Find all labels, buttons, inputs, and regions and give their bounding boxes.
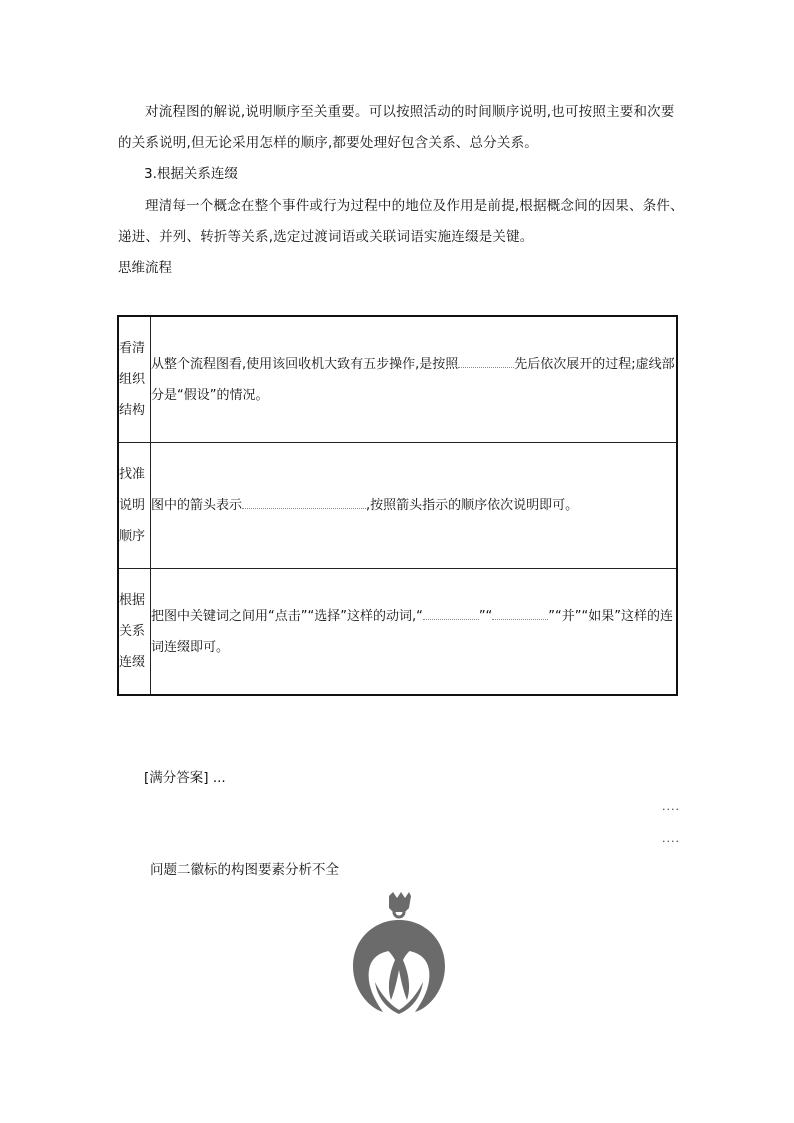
answer-dots-line: .... <box>662 832 680 845</box>
intro-paragraph-2: 理清每一个概念在整个事件或行为过程中的地位及作用是前提,根据概念间的因果、条件、递进、并列、转折等关系,选定过渡词语或关联词语实施连缀是关键。 <box>118 198 684 245</box>
row-text: 图中的箭头表示 <box>151 498 243 513</box>
row-head-structure: 看清组织结构 <box>118 316 151 443</box>
row-text: ”“并”“如果”这样的连词连缀即可。 <box>151 608 673 655</box>
row-head-connect: 根据关系连缀 <box>118 569 151 696</box>
answer-blank[interactable] <box>242 494 366 509</box>
row-head-order: 找准说明顺序 <box>118 443 151 569</box>
answer-blank[interactable] <box>423 605 479 620</box>
row-text: 把图中关键词之间用“点击”“选择”这样的动词,“ <box>151 608 423 624</box>
row-text: 从整个流程图看,使用该回收机大致有五步操作,是按照 <box>151 356 459 372</box>
row-body-order <box>151 443 678 569</box>
flow-label: 思维流程 <box>118 260 172 276</box>
answer-blank[interactable] <box>492 605 548 620</box>
row-body-structure <box>151 316 678 443</box>
answer-label: [满分答案] <box>144 770 209 786</box>
table-row <box>118 569 677 696</box>
answer-blank[interactable] <box>458 353 514 368</box>
row-text: 先后依次展开的过程;虚线部分是“假设”的情况。 <box>151 356 675 403</box>
emblem-shape <box>353 892 445 1014</box>
intro-paragraph-1: 对流程图的解说,说明顺序至关重要。可以按照活动的时间顺序说明,也可按照主要和次要的关系说明,但无论采用怎样的顺序,都要处理好包含关系、总分关系。 <box>118 104 675 151</box>
answer-dots-line: .... <box>662 800 680 813</box>
answer-dots: ... <box>212 770 226 786</box>
table-row <box>118 316 677 443</box>
thinking-flow-table <box>117 315 678 696</box>
row-text: ,按照箭头指示的顺序依次说明即可。 <box>366 498 579 513</box>
emblem-logo <box>345 890 453 1018</box>
section-heading-3: 3.根据关系连缀 <box>144 166 238 182</box>
table-row <box>118 443 677 569</box>
full-score-answer <box>144 766 226 790</box>
row-body-connect <box>151 569 678 696</box>
issue-note: 问题二徽标的构图要素分析不全 <box>150 862 339 878</box>
row-text: ”“ <box>478 608 493 624</box>
